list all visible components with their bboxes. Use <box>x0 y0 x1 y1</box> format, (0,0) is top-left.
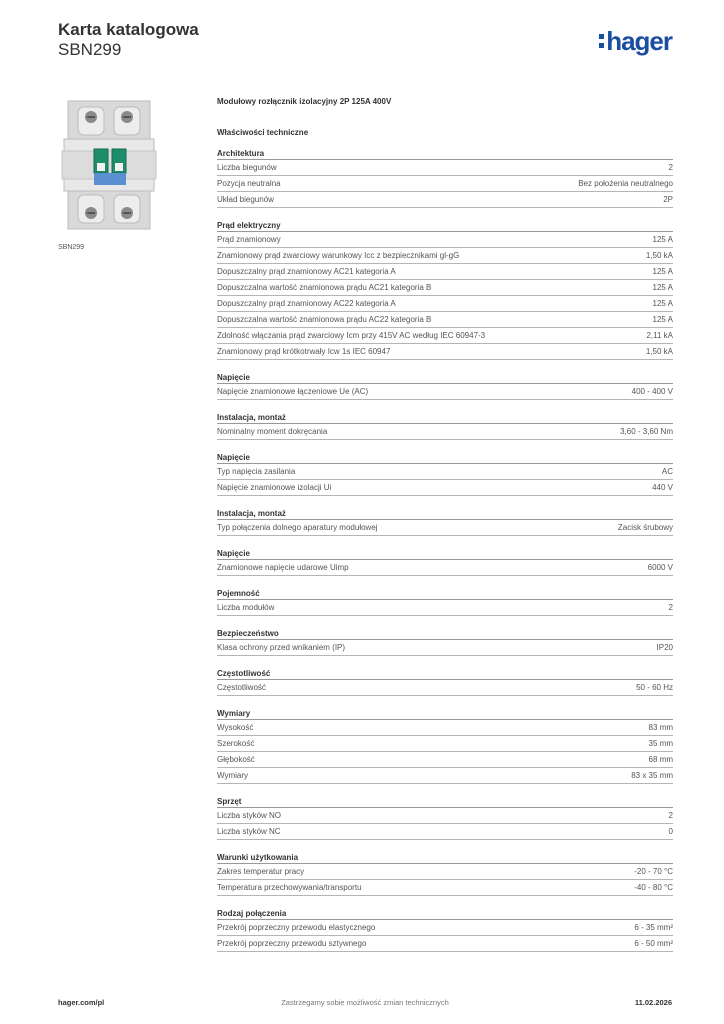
spec-value: 400 - 400 V <box>631 387 673 396</box>
page-header <box>58 20 678 70</box>
spec-value: 6 - 50 mm² <box>634 939 673 948</box>
spec-row <box>217 824 673 840</box>
spec-label: Zakres temperatur pracy <box>217 867 305 876</box>
footer-date: 11.02.2026 <box>634 998 672 1007</box>
spec-row <box>217 808 673 824</box>
spec-row <box>217 192 673 208</box>
spec-row <box>217 920 673 936</box>
spec-value: Bez położenia neutralnego <box>578 179 673 188</box>
spec-label: Prąd znamionowy <box>217 235 281 244</box>
spec-groups <box>217 147 673 952</box>
spec-value: -40 - 80 °C <box>634 883 673 892</box>
spec-row <box>217 864 673 880</box>
spec-value: 440 V <box>652 483 673 492</box>
specification-content <box>217 95 673 952</box>
spec-value: 2 <box>668 811 673 820</box>
spec-row <box>217 520 673 536</box>
group-title: Prąd elektryczny <box>217 219 673 232</box>
spec-label: Zdolność włączania prąd zwarciowy Icm przy 415V AC według IEC 60947-3 <box>217 331 486 340</box>
spec-label: Liczba styków NC <box>217 827 281 836</box>
group-title: Napięcie <box>217 547 673 560</box>
spec-row <box>217 736 673 752</box>
spec-label: Znamionowy prąd zwarciowy warunkowy Icc z bezpiecznikami gl-gG <box>217 251 460 260</box>
spec-label: Znamionowe napięcie udarowe Uimp <box>217 563 349 572</box>
spec-value: IP20 <box>656 643 673 652</box>
spec-row <box>217 600 673 616</box>
product-name: Modułowy rozłącznik izolacyjny 2P 125A 400V <box>217 97 392 106</box>
spec-row <box>217 424 673 440</box>
spec-value: AC <box>661 467 673 476</box>
hager-logo <box>599 28 672 54</box>
spec-label: Szerokość <box>217 739 255 748</box>
spec-row <box>217 160 673 176</box>
spec-row <box>217 480 673 496</box>
group-title: Bezpieczeństwo <box>217 627 673 640</box>
spec-label: Znamionowy prąd krótkotrwały Icw 1s IEC 60947 <box>217 347 391 356</box>
spec-label: Przekrój poprzeczny przewodu elastycznego <box>217 923 376 932</box>
group-title: Sprzęt <box>217 795 673 808</box>
spec-value: 83 x 35 mm <box>631 771 673 780</box>
group-title: Napięcie <box>217 371 673 384</box>
spec-row <box>217 344 673 360</box>
spec-label: Klasa ochrony przed wnikaniem (IP) <box>217 643 346 652</box>
spec-row <box>217 768 673 784</box>
spec-row <box>217 176 673 192</box>
spec-label: Temperatura przechowywania/transportu <box>217 883 362 892</box>
spec-label: Dopuszczalna wartość znamionowa prądu AC22 kategoria B <box>217 315 432 324</box>
spec-value: 2,11 kA <box>646 331 673 340</box>
spec-row <box>217 720 673 736</box>
spec-label: Nominalny moment dokręcania <box>217 427 328 436</box>
spec-value: 83 mm <box>648 723 673 732</box>
group-title: Instalacja, montaż <box>217 507 673 520</box>
spec-label: Liczba modułów <box>217 603 275 612</box>
spec-value: -20 - 70 °C <box>634 867 673 876</box>
spec-value: 6 - 35 mm² <box>634 923 673 932</box>
spec-value: 125 A <box>652 299 673 308</box>
spec-value: 0 <box>668 827 673 836</box>
group-title: Warunki użytkowania <box>217 851 673 864</box>
spec-label: Typ napięcia zasilania <box>217 467 296 476</box>
spec-row <box>217 680 673 696</box>
spec-label: Przekrój poprzeczny przewodu sztywnego <box>217 939 367 948</box>
spec-value: Zacisk śrubowy <box>617 523 673 532</box>
spec-value: 1,50 kA <box>645 251 673 260</box>
spec-row <box>217 312 673 328</box>
spec-row <box>217 232 673 248</box>
spec-value: 2 <box>668 603 673 612</box>
spec-value: 68 mm <box>648 755 673 764</box>
spec-row <box>217 384 673 400</box>
spec-label: Typ połączenia dolnego aparatury modułowej <box>217 523 378 532</box>
group-title: Częstotliwość <box>217 667 673 680</box>
spec-label: Napięcie znamionowe łączeniowe Ue (AC) <box>217 387 369 396</box>
spec-label: Liczba biegunów <box>217 163 277 172</box>
spec-label: Głębokość <box>217 755 255 764</box>
spec-value: 125 A <box>652 283 673 292</box>
spec-value: 2 <box>668 163 673 172</box>
footer-notice: Zastrzegamy sobie możliwość zmian technicznych <box>281 998 449 1007</box>
spec-value: 3,60 - 3,60 Nm <box>620 427 673 436</box>
group-title: Pojemność <box>217 587 673 600</box>
spec-label: Napięcie znamionowe izolacji Ui <box>217 483 332 492</box>
spec-value: 125 A <box>652 235 673 244</box>
group-title: Architektura <box>217 147 673 160</box>
group-title: Wymiary <box>217 707 673 720</box>
spec-value: 125 A <box>652 315 673 324</box>
spec-label: Wymiary <box>217 771 249 780</box>
product-code: SBN299 <box>58 40 122 59</box>
spec-label: Pozycja neutralna <box>217 179 281 188</box>
spec-label: Dopuszczalny prąd znamionowy AC22 kategoria A <box>217 299 396 308</box>
spec-row <box>217 752 673 768</box>
spec-row <box>217 464 673 480</box>
spec-label: Liczba styków NO <box>217 811 282 820</box>
spec-row <box>217 264 673 280</box>
image-caption: SBN299 <box>58 244 85 251</box>
spec-label: Częstotliwość <box>217 683 266 692</box>
spec-row <box>217 328 673 344</box>
spec-row <box>217 936 673 952</box>
spec-label: Dopuszczalna wartość znamionowa prądu AC21 kategoria B <box>217 283 432 292</box>
spec-value: 2P <box>663 195 673 204</box>
group-title: Rodzaj połączenia <box>217 907 673 920</box>
spec-row <box>217 880 673 896</box>
spec-value: 6000 V <box>647 563 673 572</box>
spec-row <box>217 280 673 296</box>
logo-text: hager <box>606 26 672 56</box>
footer-website: hager.com/pl <box>58 998 105 1007</box>
spec-row <box>217 296 673 312</box>
spec-label: Wysokość <box>217 723 254 732</box>
section-title: Właściwości techniczne <box>217 128 309 137</box>
circuit-breaker-illustration <box>58 93 201 236</box>
group-title: Napięcie <box>217 451 673 464</box>
spec-row <box>217 248 673 264</box>
spec-value: 50 - 60 Hz <box>636 683 673 692</box>
logo-dots-icon <box>599 34 604 48</box>
document-title: Karta katalogowa <box>58 20 199 39</box>
spec-row <box>217 640 673 656</box>
spec-row <box>217 560 673 576</box>
spec-value: 35 mm <box>648 739 673 748</box>
spec-value: 1,50 kA <box>645 347 673 356</box>
spec-label: Układ biegunów <box>217 195 274 204</box>
page-footer <box>58 998 672 1010</box>
group-title: Instalacja, montaż <box>217 411 673 424</box>
product-image <box>58 93 201 236</box>
spec-value: 125 A <box>652 267 673 276</box>
spec-label: Dopuszczalny prąd znamionowy AC21 kategoria A <box>217 267 396 276</box>
